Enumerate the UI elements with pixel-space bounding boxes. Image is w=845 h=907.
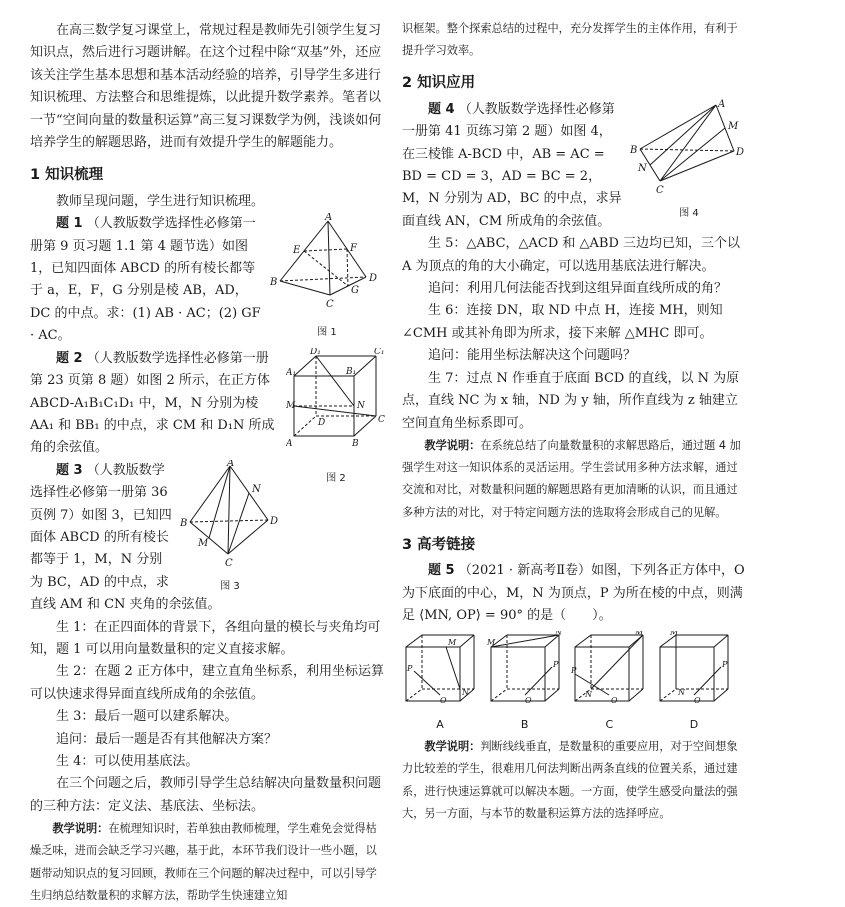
section-1-title: 1 知识梳理 [30, 167, 104, 184]
figure-4 [630, 98, 748, 220]
q4-text: （人教版数学选择性必修第一册第 41 页练习第 2 题）如图 4，在三棱锥 A-BCD 中，AB = AC = BD = CD = 3，AD = BC = 2，M，N 分别为 AD，BC 的中点，求异面直线 AN，CM 所成角的余弦值。 [402, 101, 622, 229]
fig1-label-f: F [350, 243, 357, 255]
fig3-label-c: C [225, 557, 233, 568]
fig3-label-n: N [252, 483, 261, 495]
fig2-label-n: N [357, 400, 365, 411]
q2-label: 题 2 [56, 350, 83, 366]
fig2-label-b: B [352, 438, 359, 449]
figure-1 [268, 213, 386, 338]
q5-option-a [402, 631, 478, 736]
q5-option-d [656, 631, 732, 736]
cube-c-label-m: M [635, 631, 644, 638]
fig4-label-m: M [728, 120, 739, 132]
section-2-title: 2 知识应用 [402, 75, 476, 92]
figure-3-drawing [180, 460, 280, 568]
fig2-label-b1: B₁ [346, 366, 357, 377]
fig2-label-c1: C₁ [374, 347, 385, 357]
cube-c-drawing [571, 631, 647, 705]
figure-2 [286, 347, 386, 485]
fig1-label-c: C [326, 299, 334, 311]
cube-a-drawing [402, 631, 478, 705]
cube-c-label-p: P [571, 666, 577, 676]
q3-label: 题 3 [56, 462, 83, 478]
fig2-label-a1: A₁ [286, 367, 297, 378]
note-1-text: 在梳理知识时，若单独由教师梳理，学生难免会觉得枯燥乏味，进而会缺乏学习兴趣，基于此，本环节我们设计一些小题，以题带动知识点的复习回顾，教师在三个问题的解决过程中，可以引导学生归纳总结数量积的求解方法，帮助学生快速建立知 [30, 822, 377, 902]
q5-text: （2021 · 新高考Ⅱ卷）如图，下列各正方体中，O 为下底面的中心，M，N 为顶点，P 为所在棱的中点，则满足 ⟨MN, OP⟩ = 90° 的是（ ）。 [402, 563, 745, 623]
fig2-label-d1: D₁ [310, 347, 321, 357]
q5-option-b-label: B [520, 717, 529, 731]
student-2: 生 2：在题 2 正方体中，建立直角坐标系，利用坐标运算可以快速求得异面直线所成角的余弦值。 [30, 664, 384, 702]
student-5: 生 5：△ABC，△ACD 和 △ABD 三边均已知，三个以 A 为顶点的角的大小确定，可以选用基底法进行解决。 [402, 236, 741, 274]
figure-4-caption: 图 4 [679, 208, 699, 220]
q3-text: （人教版数学选择性必修第一册第 36 页例 7）如图 3，已知四面体 ABCD 的所有棱长都等于 1，M，N 分别为 BC，AD 的中点，求直线 AM 和 CN 夹角的余弦值。 [30, 462, 221, 613]
cube-c-label-n: N [585, 690, 593, 700]
fig4-label-n: N [638, 162, 647, 174]
fig4-label-b: B [630, 144, 638, 156]
q5-option-c [571, 631, 647, 736]
cube-b-label-o: O [524, 696, 532, 706]
q2-text: （人教版数学选择性必修第一册第 23 页第 8 题）如图 2 所示，在正方体 ABCD-A₁B₁C₁D₁ 中，M，N 分别为棱 AA₁ 和 BB₁ 的中点，求 CM 和 D₁N 所成角的余弦值。 [30, 350, 275, 456]
figure-1-drawing [268, 213, 386, 313]
cube-b-drawing [487, 631, 563, 705]
cube-a-label-m: M [448, 638, 457, 648]
fig1-label-d: D [369, 273, 378, 285]
cube-d-label-o: O [693, 696, 701, 706]
intro-paragraph: 在高三数学复习课堂上，常规过程是教师先引领学生复习知识点，然后进行习题讲解。在这个过程中除“双基”外，还应该关注学生基本思想和基本活动经验的培养，引导学生多进行知识梳理、方法整合和思维提炼，以此提升数学素养。笔者以一节“空间向量的数量积运算”高三复习课数学为例，浅谈如何培养学生的解题思路，进而有效提升学生的解题能力。 [30, 23, 382, 151]
follow-up-3: 追问：能用坐标法解决这个问题吗？ [428, 348, 637, 364]
cube-d-label-m: M [669, 631, 679, 638]
note-3-label: 教学说明： [424, 740, 481, 754]
figure-1-caption: 图 1 [317, 326, 337, 338]
fig2-label-d: D [318, 417, 326, 428]
figure-3-caption: 图 3 [220, 581, 240, 593]
student-1: 生 1：在正四面体的背景下，各组向量的模长与夹角均可知，题 1 可以用向量数量积的定义直接求解。 [30, 619, 381, 657]
q5-label: 题 5 [428, 563, 455, 579]
note-2-text: 在系统总结了向量数量积的求解思路后，通过题 4 加强学生对这一知识体系的灵活运用。学生尝试用多种方法求解，通过交流和对比，对数量积问题的解题思路有更加清晰的认识，而且通过多种方法的对比，对于特定问题方法的选取将会形成自己的见解。 [402, 438, 741, 519]
sec1-paragraph: 教师呈现问题，学生进行知识梳理。 [56, 193, 265, 209]
cube-b-label-m: M [486, 638, 495, 648]
student-7: 生 7：过点 N 作垂直于底面 BCD 的直线，以 N 为原点，直线 NC 为 x 轴，ND 为 y 轴，所作直线为 z 轴建立空间直角坐标系即可。 [402, 370, 740, 431]
cube-a-label-p: P [407, 664, 413, 674]
cube-c-label-o: O [611, 696, 618, 706]
q5-options [402, 631, 732, 736]
fig1-label-a: A [325, 213, 333, 224]
cube-b-label-p: P [552, 660, 559, 670]
cube-d-label-p: P [721, 660, 728, 670]
cube-a-label-n: N [462, 688, 469, 698]
note-1-label: 教学说明： [52, 822, 109, 836]
q1-text: （人教版数学选择性必修第一册第 9 页习题 1.1 第 4 题节选）如图 1，已知四面体 ABCD 的所有棱长都等于 a，E，F，G 分别是棱 AB，AD，DC 的中点。求：(1) AB · AC；(2) GF · AC。 [30, 216, 261, 344]
q1-label: 题 1 [56, 216, 83, 232]
fig3-label-b: B [180, 517, 188, 529]
fig4-label-d: D [736, 146, 745, 158]
right-column [402, 0, 748, 825]
fig4-label-a: A [718, 98, 726, 110]
q5-option-a-label: A [436, 717, 444, 731]
fig3-label-m: M [198, 537, 209, 549]
figure-2-drawing [286, 348, 386, 460]
q5-option-b [487, 631, 563, 736]
q5-option-c-label: C [605, 717, 614, 731]
note-2-label: 教学说明： [424, 438, 481, 452]
cube-b-label-n: N [554, 631, 562, 638]
fig4-label-c: C [656, 184, 664, 195]
fig3-label-a: A [227, 459, 235, 469]
student-3: 生 3：最后一题可以建系解决。 [56, 709, 238, 725]
figure-2-caption: 图 2 [326, 473, 346, 485]
student-4: 生 4：可以使用基底法。 [56, 754, 199, 769]
q4-label: 题 4 [428, 101, 455, 117]
left-column [30, 0, 386, 907]
section-3-title: 3 高考链接 [402, 536, 476, 553]
fig3-label-d: D [270, 515, 279, 527]
student-6: 生 6：连接 DN，取 ND 中点 H，连接 MH，则知 ∠CMH 或其补角即为所求，接下来解 △MHC 即可。 [402, 303, 723, 341]
fig2-label-a: A [286, 438, 293, 449]
fig1-label-b: B [270, 277, 278, 289]
fig2-label-m: M [286, 400, 296, 411]
fig1-label-g: G [351, 285, 359, 297]
cube-d-label-n: N [677, 688, 685, 698]
fig2-label-c: C [378, 414, 385, 425]
note-3-text: 判断线线垂直，是数量积的重要应用，对于空间想象力比较差的学生，很难用几何法判断出两条直线的位置关系，通过建系，进行快速运算就可以解决本题。一方面，使学生感受向量法的强大，另一方面，与本节的数量积运算方法的选择呼应。 [402, 740, 738, 820]
figure-3 [180, 459, 280, 593]
fig1-label-e: E [293, 245, 301, 257]
cube-a-label-o: O [440, 696, 447, 706]
cube-d-drawing [656, 631, 732, 705]
follow-up-1: 追问：最后一题是否有其他解决方案？ [56, 731, 278, 747]
continued-note: 识框架。整个探索总结的过程中，充分发挥学生的主体作用，有利于提升学习效率。 [402, 22, 738, 58]
summary-paragraph: 在三个问题之后，教师引导学生总结解决向量数量积问题的三种方法：定义法、基底法、坐标法。 [30, 776, 382, 814]
q5-option-d-label: D [689, 717, 699, 731]
figure-4-drawing [630, 99, 748, 195]
follow-up-2: 追问：利用几何法能否找到这组异面直线所成的角？ [428, 281, 728, 297]
